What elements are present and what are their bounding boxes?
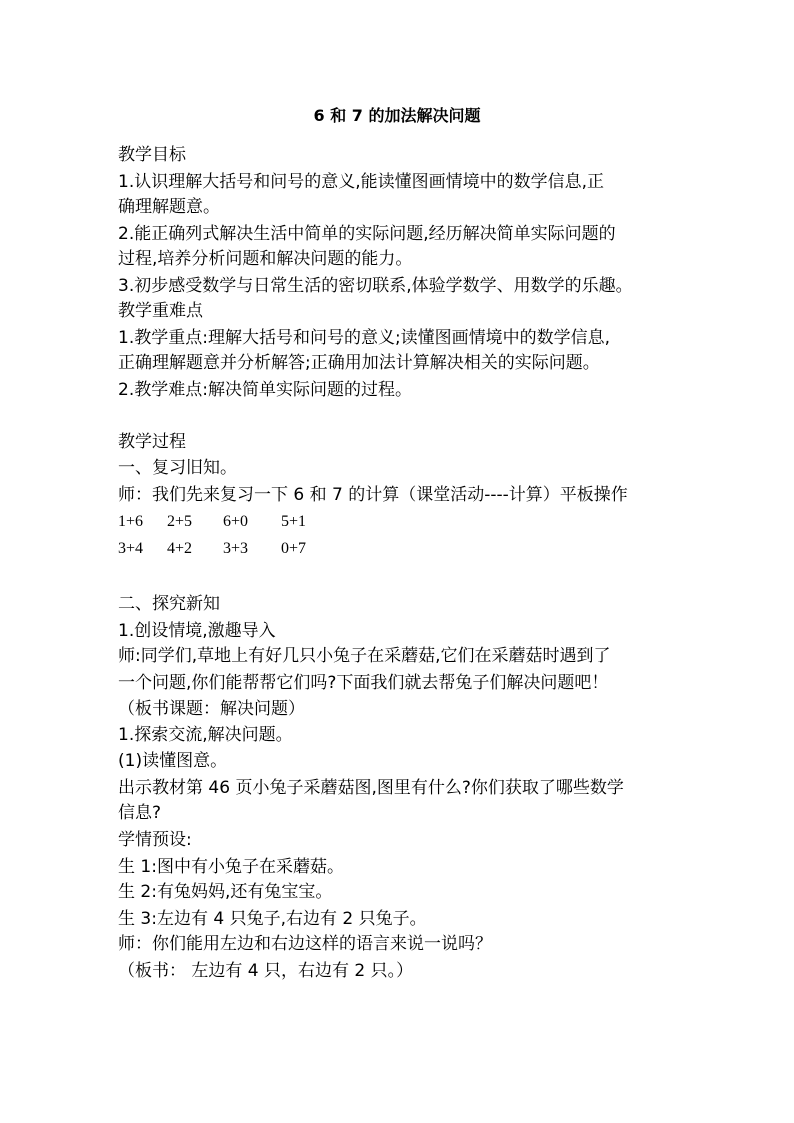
explore-line: 学情预设: <box>118 830 192 850</box>
explore-line: 师:同学们,草地上有好几只小兔子在采蘑菇,它们在采蘑菇时遇到了 <box>118 646 611 666</box>
explore-line: 1.创设情境,激趣导入 <box>118 621 276 641</box>
explore-line: 生 1:图中有小兔子在采蘑菇。 <box>118 857 344 877</box>
difficulties-heading: 教学重难点 <box>118 301 203 321</box>
explore-line: (1)读懂图意。 <box>118 751 228 771</box>
calc-item: 1+6 <box>118 513 144 530</box>
explore-line: 师：你们能用左边和右边这样的语言来说一说吗？ <box>118 934 492 954</box>
calc-item: 5+1 <box>281 513 307 530</box>
explore-heading: 二、探究新知 <box>118 594 220 614</box>
review-heading: 一、复习旧知。 <box>118 458 237 478</box>
objective-line: 1.认识理解大括号和问号的意义,能读懂图画情境中的数学信息,正 <box>118 172 605 192</box>
explore-line: （板书课题：解决问题） <box>118 699 305 719</box>
calc-item: 2+5 <box>167 513 193 530</box>
process-heading: 教学过程 <box>118 432 186 452</box>
explore-line: 1.探索交流,解决问题。 <box>118 725 293 745</box>
explore-line: 生 2:有兔妈妈,还有兔宝宝。 <box>118 882 333 902</box>
explore-line: （板书： 左边有 4 只，右边有 2 只。） <box>118 961 414 981</box>
calc-item: 6+0 <box>223 513 249 530</box>
explore-line: 一个问题,你们能帮帮它们吗?下面我们就去帮兔子们解决问题吧！ <box>118 673 609 693</box>
objective-line: 2.能正确列式解决生活中简单的实际问题,经历解决简单实际问题的 <box>118 224 616 244</box>
calc-item: 3+3 <box>223 540 249 557</box>
difficulty-line: 1.教学重点:理解大括号和问号的意义;读懂图画情境中的数学信息, <box>118 328 611 348</box>
difficulty-line: 正确理解题意并分析解答;正确用加法计算解决相关的实际问题。 <box>118 353 600 373</box>
objective-line: 3.初步感受数学与日常生活的密切联系,体验学数学、用数学的乐趣。 <box>118 276 633 296</box>
review-intro: 师：我们先来复习一下 6 和 7 的计算（课堂活动----计算）平板操作 <box>118 485 628 505</box>
explore-line: 生 3:左边有 4 只兔子,右边有 2 只兔子。 <box>118 909 427 929</box>
objective-line: 过程,培养分析问题和解决问题的能力。 <box>118 249 413 269</box>
explore-line: 信息? <box>118 803 162 823</box>
difficulty-line: 2.教学难点:解决简单实际问题的过程。 <box>118 380 412 400</box>
calc-item: 0+7 <box>281 540 307 557</box>
calc-item: 4+2 <box>167 540 193 557</box>
calc-item: 3+4 <box>118 540 144 557</box>
objectives-heading: 教学目标 <box>118 145 186 165</box>
objective-line: 确理解题意。 <box>118 197 220 217</box>
explore-line: 出示教材第 46 页小兔子采蘑菇图,图里有什么?你们获取了哪些数学 <box>118 778 624 798</box>
document-title: 6 和 7 的加法解决问题 <box>313 106 481 125</box>
